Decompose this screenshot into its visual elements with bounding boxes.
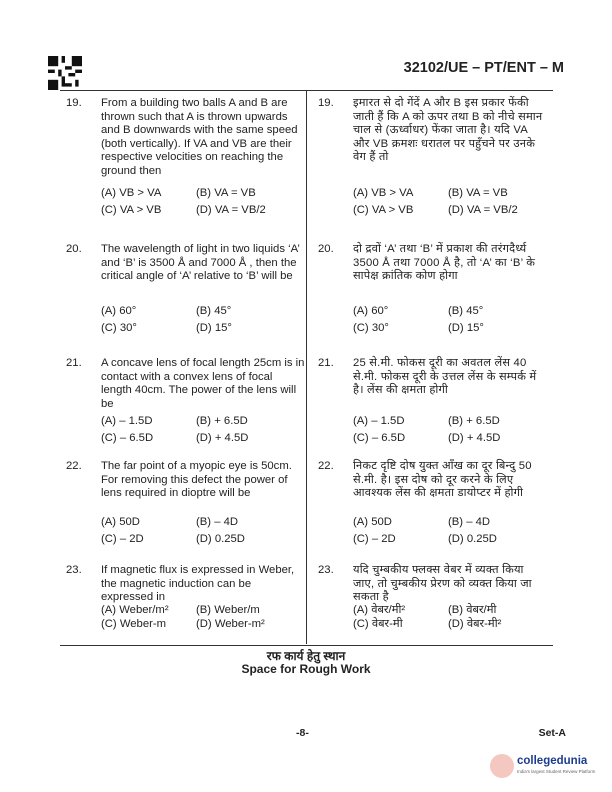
rough-work-label-hindi: रफ कार्य हेतु स्थान: [266, 649, 346, 663]
collegedunia-logo: collegedunia India's largest Student Review Platform: [490, 752, 602, 780]
set-label: Set-A: [538, 727, 566, 739]
logo-mascot-icon: [490, 754, 514, 778]
column-divider: [306, 90, 307, 644]
paper-code: 32102/UE – PT/ENT – M: [403, 60, 564, 76]
qr-code: [48, 56, 82, 90]
rough-work-label: Space for Rough Work: [241, 662, 371, 676]
page-number: -8-: [296, 727, 309, 739]
